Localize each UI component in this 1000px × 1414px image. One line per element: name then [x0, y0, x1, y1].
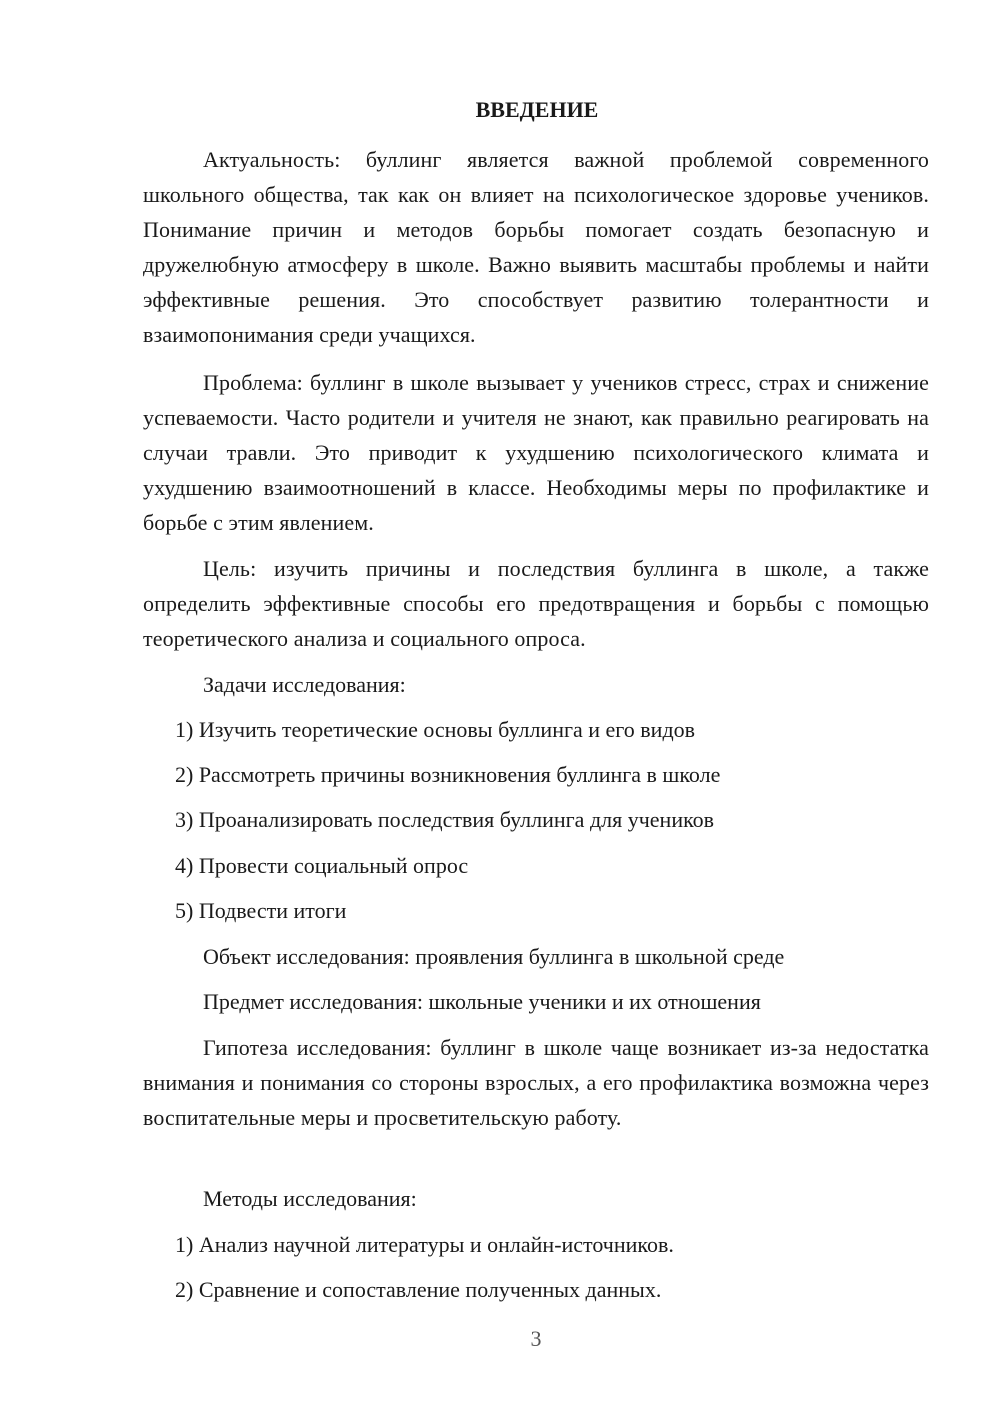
task-item: 1) Изучить теоретические основы буллинга и его видов	[175, 717, 696, 742]
problem-paragraph: Проблема: буллинг в школе вызывает у учеников стресс, страх и снижение успеваемости. Часто родители и учителя не знают, как правильно реагировать на случаи травли. Это приводит к ухудшению психологического климата и ухудшению взаимоотношений в классе. Необходимы меры по профилактике и борьбе с этим явлением.	[143, 370, 929, 535]
hypothesis-paragraph: Гипотеза исследования: буллинг в школе чаще возникает из-за недостатка внимания и понимания со стороны взрослых, а его профилактика возможна через воспитательные меры и просветительскую работу.	[143, 1035, 929, 1130]
subject-line: Предмет исследования: школьные ученики и их отношения	[203, 989, 761, 1014]
object-line: Объект исследования: проявления буллинга в школьной среде	[203, 944, 785, 969]
method-item: 1) Анализ научной литературы и онлайн-источников.	[175, 1232, 674, 1257]
task-item: 3) Проанализировать последствия буллинга для учеников	[175, 807, 715, 832]
goal-paragraph: Цель: изучить причины и последствия буллинга в школе, а также определить эффективные способы его предотвращения и борьбы с помощью теоретического анализа и социального опроса.	[143, 556, 929, 651]
task-item: 5) Подвести итоги	[175, 898, 347, 923]
task-item: 2) Рассмотреть причины возникновения буллинга в школе	[175, 762, 721, 787]
page-number: 3	[530, 1326, 542, 1351]
actuality-paragraph: Актуальность: буллинг является важной проблемой современного школьного общества, так как он влияет на психологическое здоровье учеников. Понимание причин и методов борьбы помогает создать безопасную и дружелюбную атмосферу в школе. Важно выявить масштабы проблемы и найти эффективные решения. Это способствует развитию толерантности и взаимопонимания среди учащихся.	[143, 147, 929, 347]
task-item: 4) Провести социальный опрос	[175, 853, 469, 878]
tasks-heading: Задачи исследования:	[203, 672, 406, 697]
methods-heading: Методы исследования:	[203, 1186, 417, 1211]
method-item: 2) Сравнение и сопоставление полученных данных.	[175, 1277, 662, 1302]
page-title: ВВЕДЕНИЕ	[475, 97, 599, 122]
